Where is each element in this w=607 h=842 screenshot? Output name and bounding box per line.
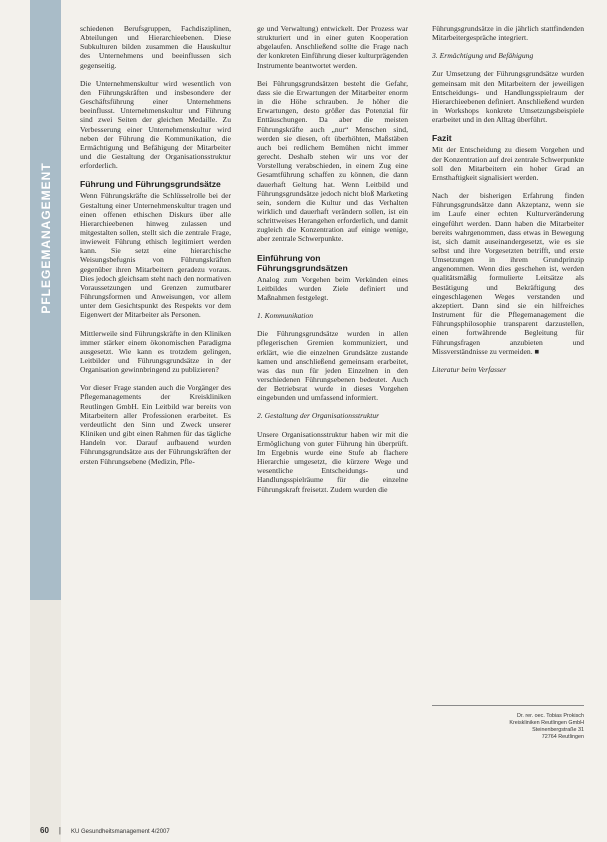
paragraph: Nach der bisherigen Erfahrung finden Führungsgrundsätze dann Akzeptanz, wenn sie im Laufe einer echten Kulturveränderung eingeführt werden. Dann haben die Mitarbeiter bereits wahrgenommen, dass etwas in Bewegung ist, sich damit auseinandergesetzt, wie es sie selbst und ihre Vorgesetzten betrifft, und erste Umsetzungen in ihrem Grundprinzip angenommen. Wenn dies geschehen ist, werden qualitätsmäßig formulierte Leitsätze als Bestätigung und Bekräftigung des eingeschlagenen Weges verstanden und akzeptiert. Dann sind sie ein hilfreiches Instrument für die Pflegemanagement die Führungsphilosophie transparent darzustellen, einen fortwährende Begleitung für Führungsfragen anzubieten und Missverständnisse zu vermeiden. ■ [432, 191, 584, 356]
article-column-2 [257, 24, 408, 503]
footer-separator: | [58, 826, 61, 835]
paragraph: Die Führungsgrundsätze wurden in allen pflegerischen Gremien kommuniziert, und erklärt, wie die einzelnen Grundsätze zustande kamen und anschließend gemeinsam erarbeitet, was das nun für jeden Einzelnen in den verschiedenen Führungsebenen bedeutet. Auch der Betriebsrat wurde in dieses Vorgehen eingebunden und umfassend informiert. [257, 329, 408, 403]
paragraph: Mit der Entscheidung zu diesem Vorgehen und der Konzentration auf drei zentrale Schwerpunkte soll den Mitarbeitern ein hoher Grad an Ernsthaftigkeit signalisiert werden. [432, 145, 584, 182]
author-block [432, 713, 584, 741]
article-column-3 [432, 24, 584, 383]
page-footer [40, 826, 170, 835]
author-divider [432, 705, 584, 706]
paragraph: Vor dieser Frage standen auch die Vorgänger des Pflegemanagements der Kreiskliniken Reutlingen GmbH. Ein Leitbild war bereits von Mitarbeitern aller Professionen erarbeitet. Es verdeutlicht den Sinn und Zweck unserer Kliniken und gibt einen Rahmen für das tägliche Handeln vor. Darauf aufbauend wurden Führungsgrundsätze aus der Führungskräften der ersten Führungsebene (Medizin, Pfle- [80, 383, 231, 466]
paragraph: schiedenen Berufsgruppen, Fachdisziplinen, Abteilungen und Hierarchieebenen. Diese Subkulturen bilden zusammen die Hauskultur des Unternehmens und beeinflussen sich gegenseitig. [80, 24, 231, 70]
subheading: 2. Gestaltung der Organisationsstruktur [257, 411, 380, 421]
author-city: 72764 Reutlingen [541, 734, 584, 740]
literature-note: Literatur beim Verfasser [432, 364, 507, 374]
paragraph: Wenn Führungskräfte die Schlüsselrolle bei der Gestaltung einer Unternehmenskultur tragen und einen offenen ethischen Diskurs über alle Hierarchieebenen hinweg zulassen und mitgestalten sollen, stellt sich die zentrale Frage, inwieweit Führung ethisch legitimiert werden kann. Sie setzt eine hierarchische Weisungsbefugnis von Führungskräften gegenüber ihren Mitarbeitern geradezu voraus. Dies jedoch gleichsam steht nach den normativen Voraussetzungen und Grenzen zumutbarer Führungsformen und Anweisungen, vor allem unter dem Gesichtspunkt des Respekts vor dem Eigenwert der Mitarbeiter als Personen. [80, 191, 231, 320]
journal-name: KU Gesundheitsmanagement 4/2007 [70, 829, 170, 835]
author-street: Steinenbergstraße 31 [532, 727, 584, 733]
paragraph: Führungsgrundsätze in die jährlich stattfindenden Mitarbeitergespräche integriert. [432, 24, 584, 43]
paragraph: Bei Führungsgrundsätzen besteht die Gefahr, dass sie die Erwartungen der Mitarbeiter enorm in die Höhe schrauben. Je höher die Erwartungen, desto größer das Potenzial für Enttäuschungen. Da aber die meisten Führungskräfte auch „nur“ Menschen sind, werden sie diesen, oft überhöhten, Maßstäben auch bei redlichem Bemühen nicht immer gerecht. Deshalb stehen wir uns vor der Vorstellung verabschieden, in einem Zug eine Gesamtführung schaffen zu können, die dann dauerhaft Geltung hat. Wenn Leitbild und Führungsgrundsätze jedoch nicht bloß Marketing sein, sondern die Kultur und das Verhalten wirklich und dauerhaft verändern sollen, ist ein schrittweises Herangehen erforderlich, und damit zugleich die Konzentration auf einige wenige, aber zentrale Schwerpunkte. [257, 78, 408, 244]
page-number: 60 [40, 826, 49, 835]
paragraph: Analog zum Vorgehen beim Verkünden eines Leitbildes wurden Ziele definiert und Maßnahmen festgelegt. [257, 274, 408, 302]
section-heading: Fazit [432, 133, 452, 144]
subheading: 1. Kommunikation [257, 311, 314, 321]
paragraph: Zur Umsetzung der Führungsgrundsätze wurden gemeinsam mit den Mitarbeitern der jeweiligen Entscheidungs- und Handlungsspielraum der Hierarchieebenen definiert. Anschließend wurden in Workshops konkrete Umsetzungsbeispiele erarbeitet und in den Alltag überführt. [432, 69, 584, 125]
subheading: 3. Ermächtigung und Befähigung [432, 51, 534, 61]
paragraph: Die Unternehmenskultur wird wesentlich von den Führungskräften und insbesondere der Geschäftsführung einer Unternehmens beeinflusst. Unternehmenskultur und Führung sind zwei Seiten der gleichen Medaille. Zu Verbesserung einer Unternehmenskultur wird neben der Führung die Kommunikation, die Ermächtigung und Befähigung der Mitarbeiter und die Gestaltung der Organisationsstruktur erforderlich. [80, 78, 231, 171]
paragraph: Mittlerweile sind Führungskräfte in den Kliniken immer stärker einem ökonomischen Paradigma ausgesetzt. Wie kann es trotzdem gelingen, Leitbilder und Führungsgrundsätze in der Organisation gewinnbringend zu publizieren? [80, 328, 231, 375]
author-name: Dr. rer. oec. Tobias Prokisch [516, 713, 584, 719]
section-label-wrap [30, 162, 61, 314]
section-heading: Führung und Führungsgrundsätze [80, 179, 221, 190]
article-column-1 [80, 24, 231, 475]
section-heading: Einführung von Führungsgrundsätzen [257, 252, 348, 273]
sidebar-lower-panel [30, 600, 61, 842]
paragraph: Unsere Organisationsstruktur haben wir mit die Ermöglichung von guter Führung hin überprüft. Im Ergebnis wurde eine Stufe ab flachere Hierarchie umgesetzt, die kürzere Wege und wesentliche Entscheidungs- und Handlungsspielräume für die einzelne Führungskraft freisetzt. Zudem wurden die [257, 429, 408, 494]
paragraph: ge und Verwaltung) entwickelt. Der Prozess war strukturiert und in einer guten Kooperation abgelaufen. Anschließend sollte die Frage nach der konkreten Einführung dieser kulturprägenden Instrumente beantwortet werden. [257, 24, 408, 70]
author-organization: Kreiskliniken Reutlingen GmbH [509, 720, 584, 726]
section-label: PFLEGEMANAGEMENT [38, 162, 53, 314]
